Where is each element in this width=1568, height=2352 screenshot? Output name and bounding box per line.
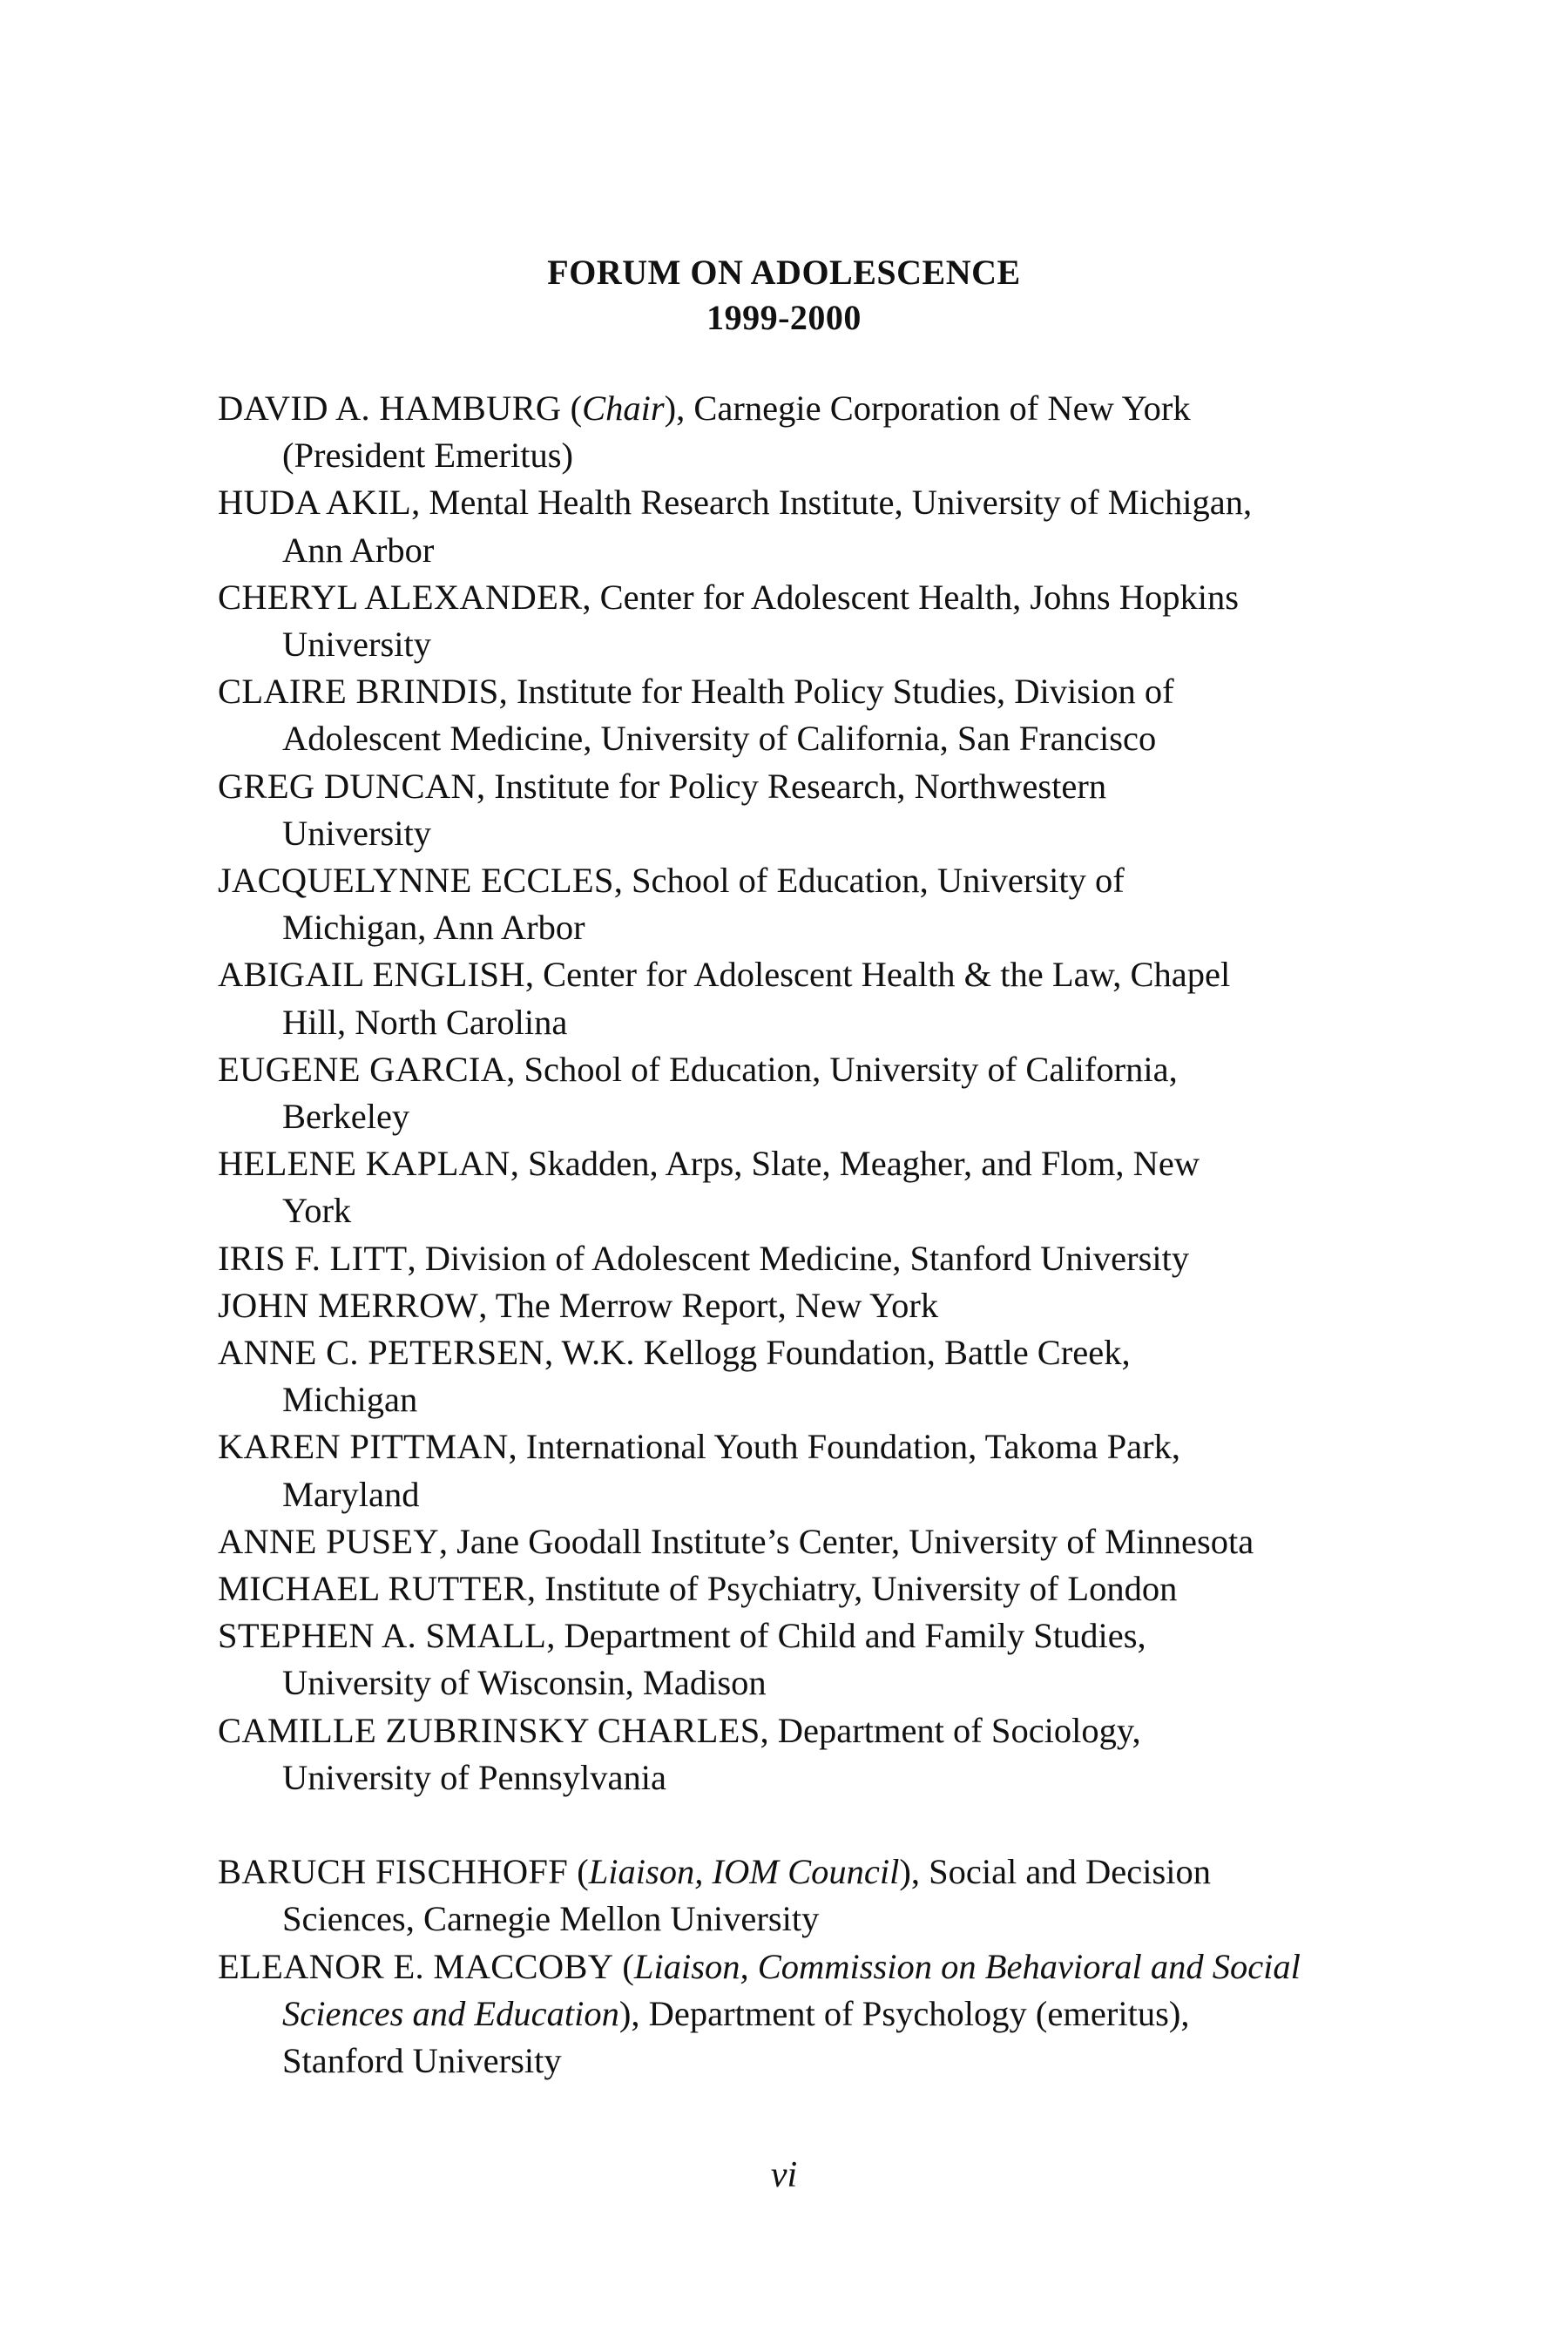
section-spacer <box>218 1801 1368 1848</box>
member-name: JACQUELYNNE ECCLES <box>218 861 614 901</box>
member-affiliation-cont: Hill, North Carolina <box>282 1002 568 1042</box>
member-entry <box>218 1612 1368 1707</box>
page-number: vi <box>770 2155 798 2195</box>
member-entry <box>218 1235 1368 1282</box>
member-affiliation-cont: Berkeley <box>282 1097 410 1137</box>
member-name: CHERYL ALEXANDER <box>218 577 583 617</box>
member-affiliation-cont: University <box>282 813 431 853</box>
member-entry <box>218 1046 1368 1140</box>
member-affiliation: , International Youth Foundation, Takoma Park, <box>508 1427 1181 1467</box>
member-entry <box>218 574 1368 668</box>
member-affiliation: , School of Education, University of <box>613 861 1125 901</box>
member-name: IRIS F. LITT <box>218 1238 408 1278</box>
member-affiliation: , Mental Health Research Institute, University of Michigan, <box>411 483 1253 523</box>
member-name: KAREN PITTMAN <box>218 1427 509 1467</box>
member-affiliation-cont: University of Wisconsin, Madison <box>282 1663 767 1703</box>
forum-years: 1999-2000 <box>706 298 862 337</box>
member-name: MICHAEL RUTTER <box>218 1569 527 1609</box>
member-affiliation: , Center for Adolescent Health, Johns Hopkins <box>582 577 1240 617</box>
member-entry <box>218 1565 1368 1612</box>
member-name: ANNE C. PETERSEN <box>218 1333 544 1373</box>
member-affiliation-cont: York <box>282 1191 352 1231</box>
liaison-affiliation-cont: Sciences, Carnegie Mellon University <box>282 1899 820 1939</box>
member-affiliation: , Institute for Policy Research, Northwestern <box>476 766 1107 806</box>
member-entry <box>218 1329 1368 1423</box>
member-entry <box>218 1518 1368 1565</box>
member-entry <box>218 1707 1368 1801</box>
member-roster <box>218 385 1368 2085</box>
member-name: DAVID A. HAMBURG <box>218 389 562 428</box>
member-name: ABIGAIL ENGLISH <box>218 955 525 995</box>
member-affiliation-cont: Michigan, Ann Arbor <box>282 908 585 948</box>
member-affiliation-cont: University <box>282 625 431 665</box>
member-affiliation-cont: Maryland <box>282 1474 420 1514</box>
member-role: Chair <box>582 389 665 428</box>
member-entry <box>218 951 1368 1045</box>
liaison-affiliation: , Department of Psychology (emeritus), <box>631 1993 1190 2033</box>
member-affiliation: , Department of Sociology, <box>760 1710 1141 1750</box>
member-affiliation: , Carnegie Corporation of New York <box>676 389 1191 428</box>
member-affiliation-cont: Ann Arbor <box>282 530 435 570</box>
forum-title: FORUM ON ADOLESCENCE <box>547 253 1021 292</box>
member-name: CLAIRE BRINDIS <box>218 672 499 712</box>
member-name: HUDA AKIL <box>218 483 412 523</box>
member-name: CAMILLE ZUBRINSKY CHARLES <box>218 1710 760 1750</box>
member-affiliation-cont: University of Pennsylvania <box>282 1757 666 1797</box>
member-affiliation-cont: Adolescent Medicine, University of California, San Francisco <box>282 719 1157 759</box>
liaison-affiliation-cont: Stanford University <box>282 2040 562 2080</box>
liaison-name: BARUCH FISCHHOFF <box>218 1852 569 1892</box>
liaison-entry: BARUCH FISCHHOFF (Liaison, IOM Council), Social and Decision Sciences, Carnegie Mellon University <box>218 1852 1211 1939</box>
member-affiliation: , Center for Adolescent Health & the Law, Chapel <box>524 955 1231 995</box>
liaison-role: Liaison, Commission on Behavioral and Social <box>633 1946 1301 1986</box>
member-affiliation-cont: Michigan <box>282 1380 418 1420</box>
liaison-role: Liaison, IOM Council <box>588 1852 900 1892</box>
member-entry <box>218 763 1368 857</box>
member-name: GREG DUNCAN <box>218 766 476 806</box>
member-affiliation: , Division of Adolescent Medicine, Stanford University <box>407 1238 1190 1278</box>
member-affiliation: , Jane Goodall Institute’s Center, University of Minnesota <box>438 1521 1254 1561</box>
liaison-role-cont: Sciences and Education <box>282 1993 619 2033</box>
member-entry <box>218 1423 1368 1517</box>
member-name: HELENE KAPLAN <box>218 1144 510 1184</box>
liaison-entry: ELEANOR E. MACCOBY (Liaison, Commission on Behavioral and Social Sciences and Education), Department of Psychology (emeritus), Stanford University <box>218 1946 1301 2080</box>
member-affiliation: , W.K. Kellogg Foundation, Battle Creek, <box>544 1333 1131 1373</box>
member-entry <box>218 857 1368 951</box>
member-affiliation: , Institute for Health Policy Studies, Division of <box>498 672 1174 712</box>
member-name: EUGENE GARCIA <box>218 1049 507 1089</box>
member-entry <box>218 479 1368 573</box>
member-entry <box>218 1282 1368 1329</box>
member-affiliation: , Department of Child and Family Studies, <box>546 1616 1146 1656</box>
member-name: ANNE PUSEY <box>218 1521 439 1561</box>
member-affiliation: , School of Education, University of California, <box>506 1049 1178 1089</box>
member-affiliation: , Institute of Psychiatry, University of London <box>526 1569 1178 1609</box>
member-name: STEPHEN A. SMALL <box>218 1616 547 1656</box>
liaison-affiliation: , Social and Decision <box>910 1852 1211 1892</box>
member-affiliation: , Skadden, Arps, Slate, Meagher, and Flom, New <box>510 1144 1200 1184</box>
liaison-name: ELEANOR E. MACCOBY <box>218 1946 614 1986</box>
member-entry <box>218 1140 1368 1234</box>
member-name: JOHN MERROW <box>218 1285 479 1325</box>
member-affiliation-cont: (President Emeritus) <box>282 436 574 476</box>
member-entry <box>218 668 1368 762</box>
member-entry: DAVID A. HAMBURG (Chair), Carnegie Corporation of New York (President Emeritus) <box>218 389 1191 476</box>
member-affiliation: , The Merrow Report, New York <box>478 1285 939 1325</box>
